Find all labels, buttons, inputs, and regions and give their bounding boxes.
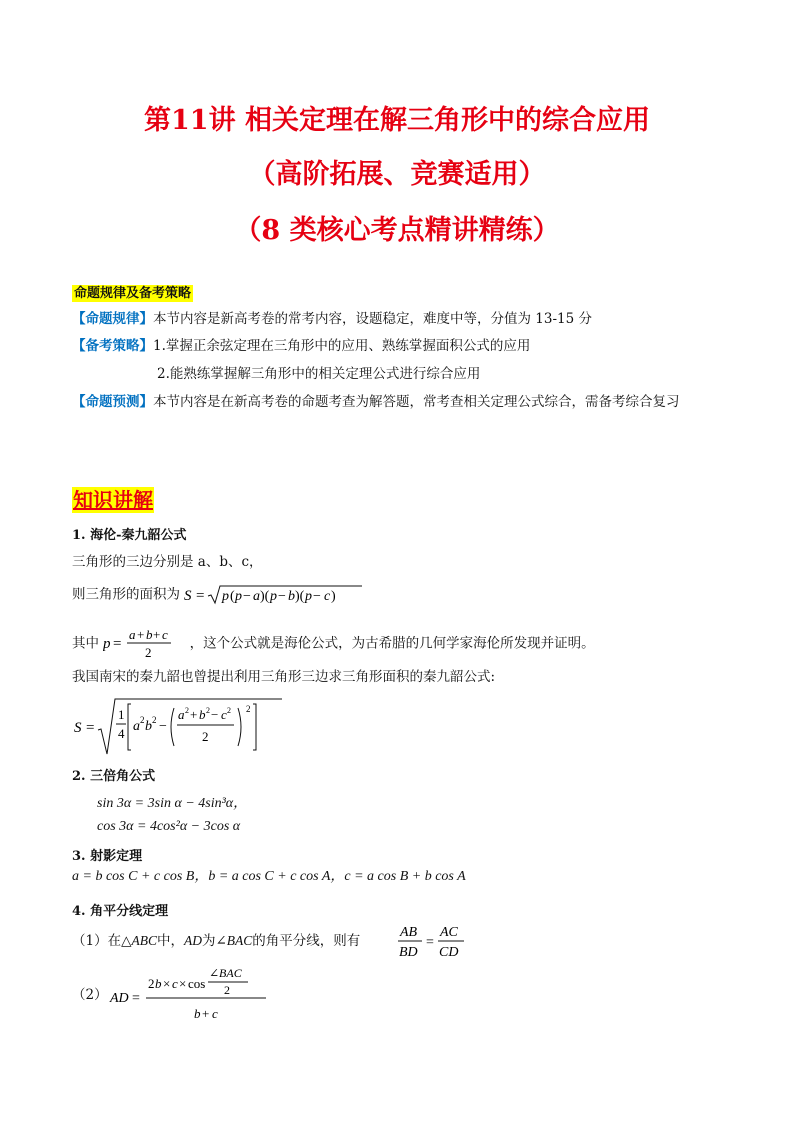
section-2-title: 2. 三倍角公式 xyxy=(72,769,156,784)
triple-angle-sin: sin 3α = 3sin α − 4sin³α， xyxy=(97,796,248,811)
svg-text:4: 4 xyxy=(118,726,125,741)
svg-text:2: 2 xyxy=(206,706,210,715)
svg-text:S: S xyxy=(184,588,192,604)
rule-text: 本节内容是新高考卷的常考内容，设题稳定，难度中等，分值为 13-15 分 xyxy=(153,311,592,327)
svg-text:AC: AC xyxy=(440,925,458,940)
s1-line2: 则三角形的面积为 S = p ( p − a )( p − b )( p − c ) xyxy=(72,584,364,606)
svg-text:b: b xyxy=(146,627,153,642)
rule-tag: 【命题规律】 xyxy=(72,311,153,327)
s4-item2-prefix: （2） xyxy=(72,987,108,1003)
svg-text:−: − xyxy=(278,589,287,604)
svg-text:cos: cos xyxy=(188,976,206,991)
svg-text:+: + xyxy=(137,627,145,642)
svg-text:=: = xyxy=(132,991,140,1006)
svg-text:2: 2 xyxy=(152,715,157,725)
svg-text:CD: CD xyxy=(439,945,459,960)
svg-text:×: × xyxy=(163,976,171,991)
svg-text:b: b xyxy=(155,976,162,991)
svg-text:a: a xyxy=(133,719,140,734)
svg-text:b: b xyxy=(145,719,152,734)
svg-text:2: 2 xyxy=(140,715,145,725)
svg-text:a: a xyxy=(178,707,185,722)
section-1-title: 1. 海伦-秦九韶公式 xyxy=(72,528,187,543)
svg-text:1: 1 xyxy=(118,707,125,722)
strategy-heading: 命题规律及备考策略 xyxy=(74,286,192,301)
svg-text:−: − xyxy=(211,707,219,722)
svg-text:+: + xyxy=(202,1006,210,1021)
svg-text:b: b xyxy=(199,707,206,722)
svg-text:c: c xyxy=(324,589,331,604)
svg-text:a: a xyxy=(129,627,136,642)
s1-line4: 我国南宋的秦九韶也曾提出利用三角形三边求三角形面积的秦九韶公式: xyxy=(72,669,496,685)
svg-text:=: = xyxy=(86,720,95,736)
s4-item1: （1）在△ABC中，AD为∠BAC的角平分线，则有 xyxy=(72,933,361,949)
svg-text:−: − xyxy=(159,719,167,734)
s1-line3: 其中 p = a + b + c 2 ，这个公式就是海伦公式，为古希腊的几何学家海伦所发现并证明。 xyxy=(72,627,595,660)
prep-line xyxy=(72,337,530,355)
svg-text:+: + xyxy=(153,627,161,642)
svg-text:×: × xyxy=(179,976,187,991)
svg-text:S: S xyxy=(74,720,82,736)
bisector-length-formula xyxy=(108,962,273,1030)
s1-line1: 三角形的三边分别是 a、b、c， xyxy=(72,554,263,570)
svg-text:b: b xyxy=(194,1006,201,1021)
knowledge-heading: 知识讲解 xyxy=(73,488,153,512)
svg-text:=: = xyxy=(426,935,434,950)
svg-text:p: p xyxy=(270,589,278,604)
prep-text-2: 2.能熟练掌握解三角形中的相关定理公式进行综合应用 xyxy=(157,366,481,382)
projection-formulas: a = b cos C + c cos B，b = a cos C + c cos A，c = a cos B + b cos A xyxy=(72,869,466,884)
rule-line xyxy=(72,310,592,328)
svg-text:2: 2 xyxy=(148,976,155,991)
svg-text:b: b xyxy=(288,589,296,604)
svg-text:−: − xyxy=(243,589,252,604)
svg-text:2: 2 xyxy=(202,729,209,744)
svg-text:(: ( xyxy=(230,589,235,604)
svg-text:AD: AD xyxy=(110,991,129,1006)
predict-line xyxy=(72,393,680,411)
svg-text:p: p xyxy=(222,589,230,604)
semi-perimeter-formula xyxy=(103,627,189,660)
svg-text:2: 2 xyxy=(224,983,230,997)
svg-text:p: p xyxy=(235,589,243,604)
page-subtitle-2: （8 类核心考点精讲精练） xyxy=(234,215,560,246)
svg-text:c: c xyxy=(172,976,178,991)
svg-text:p: p xyxy=(305,589,313,604)
prep-text-1: 1.掌握正余弦定理在三角形中的应用、熟练掌握面积公式的应用 xyxy=(153,338,531,354)
svg-text:c: c xyxy=(212,1006,218,1021)
prep-tag: 【备考策略】 xyxy=(72,338,153,354)
triple-angle-cos: cos 3α = 4cos²α − 3cos α xyxy=(97,819,241,834)
svg-text:+: + xyxy=(190,707,198,722)
svg-text:2: 2 xyxy=(246,704,251,714)
svg-text:BD: BD xyxy=(399,945,418,960)
predict-text: 本节内容是在新高考卷的命题考查为解答题，常考查相关定理公式综合，需备考综合复习 xyxy=(153,394,680,410)
svg-text:)(: )( xyxy=(260,589,270,604)
section-4-title: 4. 角平分线定理 xyxy=(72,904,169,919)
svg-text:p: p xyxy=(103,636,111,652)
svg-text:−: − xyxy=(313,589,322,604)
svg-text:2: 2 xyxy=(185,706,189,715)
bisector-ratio-formula xyxy=(396,921,468,965)
svg-text:c: c xyxy=(221,707,227,722)
section-3-title: 3. 射影定理 xyxy=(72,849,143,864)
svg-text:=: = xyxy=(196,588,205,604)
qin-formula xyxy=(72,696,284,762)
svg-text:∠BAC: ∠BAC xyxy=(209,966,242,980)
heron-formula xyxy=(184,587,364,603)
svg-text:): ) xyxy=(331,589,336,604)
svg-text:a: a xyxy=(253,589,261,604)
page-title: 第11讲 相关定理在解三角形中的综合应用 xyxy=(144,105,650,136)
svg-text:)(: )( xyxy=(295,589,305,604)
svg-text:2: 2 xyxy=(227,706,231,715)
predict-tag: 【命题预测】 xyxy=(72,394,153,410)
page-subtitle: （高阶拓展、竞赛适用） xyxy=(248,159,546,190)
svg-text:AB: AB xyxy=(400,925,418,940)
svg-text:c: c xyxy=(162,627,169,642)
svg-text:2: 2 xyxy=(145,645,152,660)
svg-text:=: = xyxy=(113,636,122,652)
